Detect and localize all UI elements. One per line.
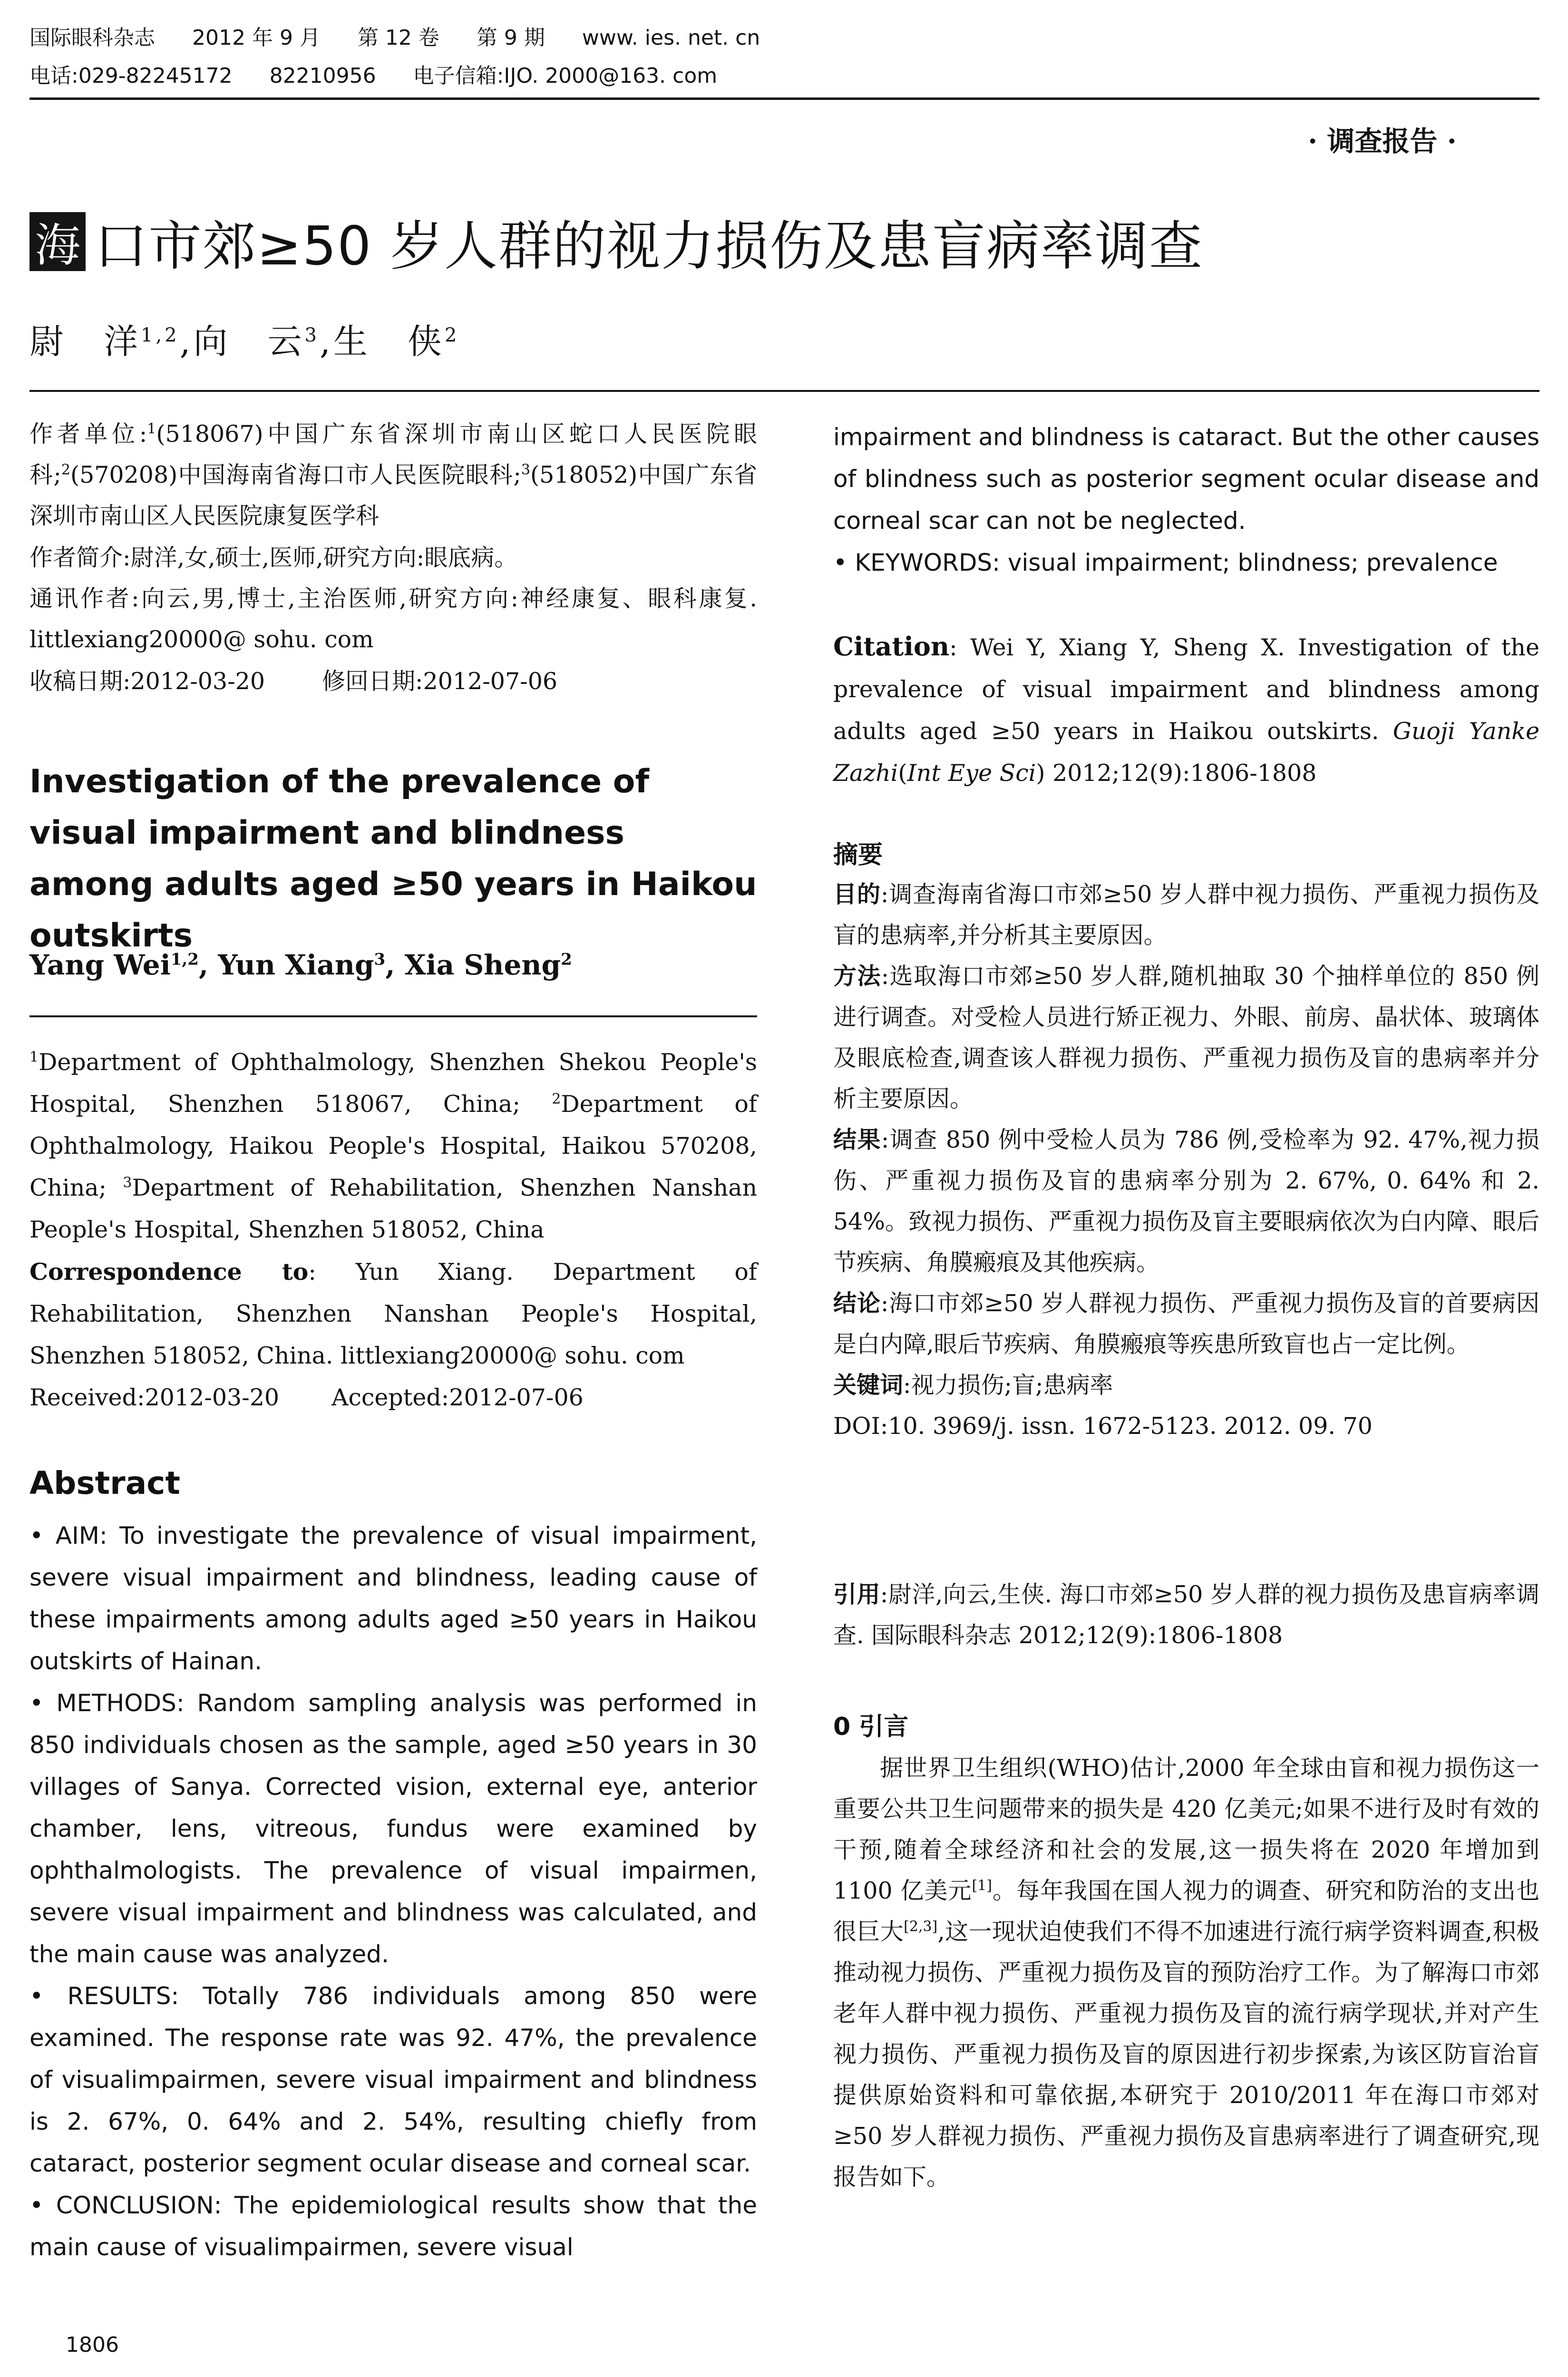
volume: 第 12 卷 — [357, 26, 439, 50]
citation-en: Citation: Wei Y, Xiang Y, Sheng X. Investigation of the prevalence of visual impairment and blindness among adults aged ≥50 years in Haikou outskirts. Guoji Yanke Zazhi(Int Eye Sci) 2012;12(9):1806-1808 — [833, 631, 1539, 787]
authors-en: Yang Wei$^{1,2}$, Yun Xiang$^3$, Xia Sheng$^2$ — [29, 949, 572, 981]
abstract-zh-keywords: 关键词:视力损伤;盲;患病率 — [833, 1372, 1113, 1399]
abstract-en-continued — [833, 416, 1539, 584]
abstract-keywords: • KEYWORDS: visual impairment; blindness; prevalence — [833, 549, 1498, 576]
affiliation-en: $^1$Department of Ophthalmology, Shenzhen Shekou People's Hospital, Shenzhen 518067, China; $^2$Department of Ophthalmology, Haikou People's Hospital, Haikou 570208, China; $^3$Department of Rehabilitation, Shenzhen Nanshan People's Hospital, Shenzhen 518052, China — [29, 1049, 758, 1243]
title-initial-icon: 海 — [29, 212, 86, 271]
journal-name: 国际眼科杂志 — [29, 26, 155, 50]
authors-en-rule — [29, 1015, 757, 1017]
abstract-zh-conclusion: 结论:海口市郊≥50 岁人群视力损伤、严重视力损伤及盲的首要病因是白内障,眼后节疾病、角膜瘢痕等疾患所致盲也占一定比例。 — [833, 1290, 1539, 1358]
intro-paragraph: 据世界卫生组织(WHO)估计,2000 年全球由盲和视力损伤这一重要公共卫生问题带来的损失是 420 亿美元;如果不进行及时有效的干预,随着全球经济和社会的发展,这一损失将在 2020 年增加到 1100 亿美元[1]。每年我国在国人视力的调查、研究和防治的支出也很巨大[2,3],这一现状迫使我们不得不加速进行流行病学资料调查,积极推动视力损伤、严重视力损伤及盲的预防治疗工作。为了解海口市郊老年人群中视力损伤、严重视力损伤及盲的流行病学现状,并对产生视力损伤、严重视力损伤及盲的原因进行初步探索,为该区防盲治盲提供原始资料和可靠依据,本研究于 2010/2011 年在海口市郊对≥50 岁人群视力损伤、严重视力损伤及盲患病率进行了调查研究,现报告如下。 — [833, 1754, 1539, 2191]
header-rule — [29, 97, 1539, 100]
affiliation-zh: 作者单位:$^1$(518067)中国广东省深圳市南山区蛇口人民医院眼科;$^2$(570208)中国海南省海口市人民医院眼科;$^3$(518052)中国广东省深圳市南山区人民医院康复医学科 — [29, 420, 758, 529]
author-zh-1: 尉 洋 — [29, 321, 141, 361]
abstract-zh-aim: 目的:调查海南省海口市郊≥50 岁人群中视力损伤、严重视力损伤及盲的患病率,并分析其主要原因。 — [833, 881, 1539, 949]
section-type: · 调查报告 · — [1308, 125, 1457, 157]
fax: 82210956 — [269, 64, 376, 88]
abstract-zh-methods: 方法:选取海口市郊≥50 岁人群,随机抽取 30 个抽样单位的 850 例进行调查。对受检人员进行矫正视力、外眼、前房、晶状体、玻璃体及眼底检查,调查该人群视力损伤、严重视力损伤及盲的患病率并分析主要原因。 — [833, 963, 1539, 1112]
journal-header-line1 — [29, 24, 797, 52]
abstract-conclusion-cont: impairment and blindness is cataract. But the other causes of blindness such as posterior segment ocular disease and corneal scar can not be neglected. — [833, 423, 1539, 535]
abstract-methods: • METHODS: Random sampling analysis was performed in 850 individuals chosen as the sample, aged ≥50 years in 30 villages of Sanya. Corrected vision, external eye, anterior chamber, lens, vitreous, fundus were examined by ophthalmologists. The prevalence of visual impairmen, severe visual impairment and blindness was calculated, and the main cause was analyzed. — [29, 1689, 757, 1968]
phone: 电话:029-82245172 — [29, 64, 233, 88]
author-zh-3: ,生 侠 — [319, 321, 445, 361]
email: 电子信箱:IJO. 2000@163. com — [413, 64, 718, 88]
abstract-zh-results: 结果:调查 850 例中受检人员为 786 例,受检率为 92. 47%,视力损伤、严重视力损伤及盲的患病率分别为 2. 67%, 0. 64% 和 2. 54%。致视力损伤、严重视力损伤及盲主要眼病依次为白内障、眼后节疾病、角膜瘢痕及其他疾病。 — [833, 1126, 1539, 1276]
page-number: 1806 — [66, 2333, 119, 2357]
title-en: Investigation of the prevalence of visual impairment and blindness among adults aged ≥50 years in Haikou outskirts — [29, 763, 757, 955]
correspondence-zh: 通讯作者:向云,男,博士,主治医师,研究方向:神经康复、眼科康复. littlexiang20000@ sohu. com — [29, 585, 757, 653]
issue-date: 2012 年 9 月 — [192, 26, 321, 50]
abstract-en-body — [29, 1515, 757, 2268]
intro-heading: 0 引言 — [833, 1713, 909, 1741]
abstract-heading: Abstract — [29, 1465, 180, 1501]
authors-rule — [29, 390, 1539, 392]
journal-header-line2 — [29, 62, 754, 90]
abstract-aim: • AIM: To investigate the prevalence of visual impairment, severe visual impairment and blindness, leading cause of these impairments among adults aged ≥50 years in Haikou outskirts of Hainan. — [29, 1522, 757, 1675]
author-intro-zh: 作者简介:尉洋,女,硕士,医师,研究方向:眼底病。 — [29, 544, 518, 571]
abstract-conclusion: • CONCLUSION: The epidemiological results show that the main cause of visualimpairmen, severe visual — [29, 2192, 757, 2261]
doi: DOI:10. 3969/j. issn. 1672-5123. 2012. 09. 70 — [833, 1413, 1373, 1440]
citation-zh: 引用:尉洋,向云,生侠. 海口市郊≥50 岁人群的视力损伤及患盲病率调查. 国际眼科杂志 2012;12(9):1806-1808 — [833, 1581, 1539, 1649]
dates-zh: 收稿日期:2012-03-20 修回日期:2012-07-06 — [29, 668, 558, 695]
correspondence-en: Correspondence to: Yun Xiang. Department of Rehabilitation, Shenzhen Nanshan People's Hospital, Shenzhen 518052, China. littlexiang20000@ sohu. com — [29, 1258, 757, 1369]
dates-en: Received:2012-03-20 Accepted:2012-07-06 — [29, 1384, 584, 1411]
authors-zh: 尉 洋$^{1,2}$,向 云$^3$,生 侠$^2$ — [29, 321, 460, 361]
abstract-zh-heading: 摘要 — [833, 841, 883, 869]
abstract-zh-body — [833, 874, 1539, 1447]
author-zh-2: ,向 云 — [179, 321, 305, 361]
abstract-results: • RESULTS: Totally 786 individuals among 850 were examined. The response rate was 92. 47%, the prevalence of visualimpairmen, severe visual impairment and blindness is 2. 67%, 0. 64% and 2. 54%, resulting chiefly from cataract, posterior segment ocular disease and corneal scar. — [29, 1982, 757, 2177]
title-text: 口市郊≥50 岁人群的视力损伤及患盲病率调查 — [94, 215, 1203, 277]
article-title — [29, 208, 1203, 275]
issue: 第 9 期 — [476, 26, 545, 50]
website: www. ies. net. cn — [582, 26, 760, 50]
